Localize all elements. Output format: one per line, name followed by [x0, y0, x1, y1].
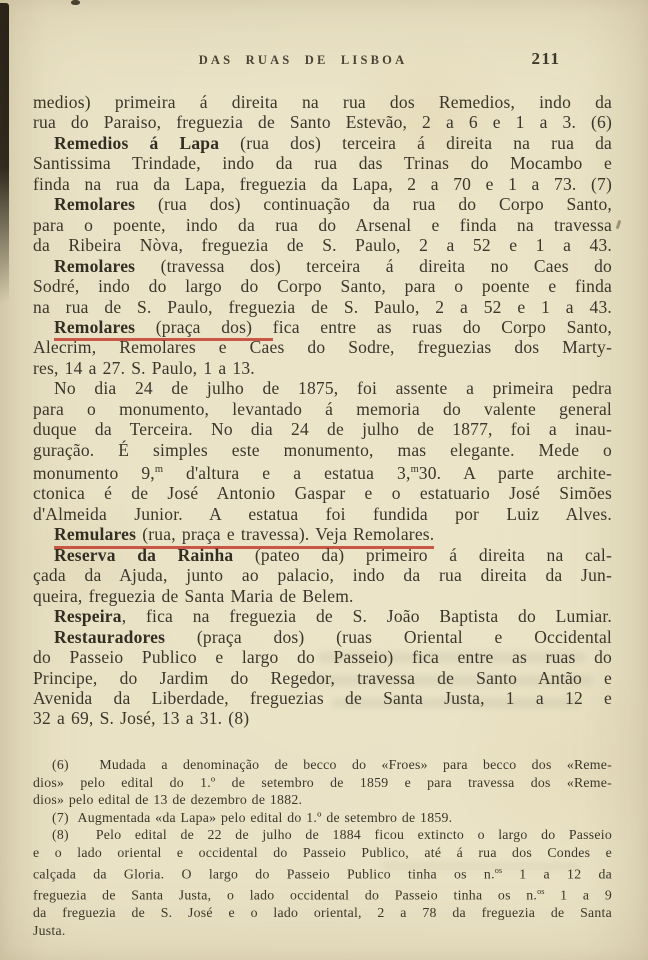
text-line — [33, 256, 612, 276]
text-line — [33, 215, 612, 235]
text-line — [33, 688, 612, 708]
text-segment: (rua dos) continuação da rua do Corpo Santo, — [135, 194, 612, 215]
text-segment: res, 14 a 27. S. Paulo, 1 a 13. — [33, 357, 255, 378]
text-line — [33, 358, 612, 378]
text-segment: (6) Mudada a denominação de becco do «Froes» para becco dos «Reme- — [52, 757, 612, 772]
text-line — [33, 276, 612, 296]
text-line — [33, 606, 612, 626]
text-segment: medios) primeira á direita na rua dos Remedios, indo da — [33, 92, 612, 112]
text-line — [33, 668, 612, 688]
text-segment: Santissima Trindade, indo da rua das Trinas do Mocambo e — [33, 153, 612, 174]
paragraph-respeira — [33, 606, 612, 626]
text-segment: da freguezia de S. José e o lado oriental, 2 a 78 da freguezia de Santa — [33, 904, 612, 920]
text-segment: os — [494, 865, 503, 875]
text-line — [33, 317, 612, 337]
text-segment: (rua dos) terceira á direita na rua da — [219, 132, 613, 153]
text-segment: Sodré, indo do largo do Corpo Santo, para o poente e finda — [33, 276, 612, 297]
text-segment: finda na rua da Lapa, freguezia da Lapa, 2 a 70 e 1 a 73. (7) — [33, 173, 612, 194]
text-line — [33, 826, 612, 844]
text-line — [33, 399, 612, 419]
text-line — [33, 337, 612, 357]
text-segment: da Ribeira Nòva, freguezia de S. Paulo, 2 a 52 e 1 a 43. — [33, 235, 612, 256]
entry-name: Respeira — [54, 606, 122, 627]
body-text — [33, 92, 612, 729]
text-segment: fica entre as ruas do Corpo Santo, — [272, 316, 612, 337]
text-segment: Alecrim, Remolares e Caes do Sodre, freguezias dos Marty- — [33, 337, 612, 358]
text-segment: 1 a 9 — [544, 887, 612, 903]
paragraph-remolares-praca — [33, 317, 612, 378]
text-segment: guração. É simples este monumento, mas elegante. Mede o — [33, 439, 612, 460]
text-line — [33, 92, 612, 112]
text-segment: m — [410, 464, 419, 476]
text-segment: No dia 24 de julho de 1875, foi assente a primeira pedra — [54, 378, 612, 399]
text-line — [33, 708, 612, 728]
text-segment: dios» pelo edital do 1.º de setembro de 1859 e para travessa dos «Reme- — [33, 774, 612, 790]
text-line — [33, 904, 612, 922]
text-segment: 30. A parte archite- — [418, 462, 612, 483]
text-segment: na rua de S. Paulo, freguezia de S. Paulo, 2 a 52 e 1 a 43. — [33, 296, 612, 317]
entry-name: Remolares — [54, 194, 136, 215]
text-segment: m — [154, 464, 164, 476]
text-segment: (praça dos) (ruas Oriental e Occidental — [165, 626, 612, 647]
text-line — [33, 883, 612, 904]
text-segment: (travessa dos) terceira á direita no Caes do — [135, 255, 612, 276]
text-line — [33, 756, 612, 774]
entry-name: Remedios á Lapa — [54, 132, 220, 153]
text-line — [33, 153, 612, 173]
text-line — [33, 922, 612, 940]
text-line — [33, 378, 612, 398]
text-segment: d'altura e a estatua 3, — [163, 462, 411, 483]
text-line — [33, 809, 612, 827]
text-line — [33, 504, 612, 524]
paragraph-remulares-cross-ref — [33, 524, 612, 544]
text-line — [33, 235, 612, 255]
text-segment: 32 a 69, S. José, 13 a 31. (8) — [33, 708, 250, 729]
paragraph-remedios-continuation — [33, 92, 612, 133]
text-line — [33, 647, 612, 667]
text-segment: calçada da Gloria. O largo do Passeio Publico tinha os n. — [33, 866, 495, 882]
running-title: DAS RUAS DE LISBOA — [198, 53, 408, 67]
text-segment: (pateo da) primeiro á direita na cal- — [233, 544, 612, 565]
paragraph-remolares-travessa — [33, 256, 612, 317]
text-line — [33, 844, 612, 862]
text-line — [33, 545, 612, 565]
entry-name: Restauradores — [54, 626, 166, 647]
text-segment: e o lado oriental e occidental do Passeio Publico, até á rua dos Condes e — [33, 844, 612, 860]
text-segment: çada da Ajuda, junto ao palacio, indo da rua direita da Jun- — [33, 565, 612, 586]
paragraph-footnote-6 — [33, 756, 612, 809]
pen-mark-artifact — [616, 220, 621, 229]
text-segment: Principe, do Jardim do Regedor, travessa de Santo Antão e — [33, 667, 612, 688]
paragraph-footnote-8 — [33, 826, 612, 939]
text-segment: Justa. — [33, 922, 66, 938]
text-segment: dios» pelo edital de 13 de dezembro de 1882. — [33, 792, 303, 808]
text-line — [33, 483, 612, 503]
text-segment: (7) Augmentada «da Lapa» pelo edital do 1.º de setembro de 1859. — [52, 809, 453, 825]
text-segment: d'Almeida Junior. A estatua foi fundida por Luiz Alves. — [33, 503, 612, 524]
red-underline-annotation: Remulares — [54, 524, 136, 549]
scan-speck-artifact — [71, 0, 80, 5]
text-line — [33, 565, 612, 585]
text-segment: para o poente, indo da rua do Arsenal e finda na travessa — [33, 214, 612, 235]
text-segment: (8) Pelo edital de 22 de julho de 1884 ficou extincto o largo do Passeio — [52, 827, 612, 843]
text-segment: 1 a 12 da — [502, 866, 612, 882]
text-line — [33, 586, 612, 606]
text-line — [33, 297, 612, 317]
text-line — [33, 524, 612, 544]
text-line — [33, 774, 612, 792]
text-line — [33, 791, 612, 809]
paragraph-remedios-a-lapa — [33, 133, 612, 194]
text-line — [33, 862, 612, 883]
text-segment: queira, freguezia de Santa Maria de Belem. — [33, 585, 354, 606]
footnotes — [33, 756, 612, 939]
text-segment: Avenida da Liberdade, freguezias de Santa Justa, 1 a 12 e — [33, 687, 612, 708]
page-number: 211 — [531, 49, 561, 68]
text-line — [33, 460, 612, 483]
red-underline-annotation: (praça dos) — [135, 317, 273, 342]
text-line — [33, 194, 612, 214]
text-line — [33, 627, 612, 647]
text-line — [33, 419, 612, 439]
text-segment: rua do Paraiso, freguezia de Santo Estevão, 2 a 6 e 1 a 3. (6) — [33, 112, 612, 133]
red-underline-annotation: Remolares — [54, 317, 135, 342]
entry-name: Remolares — [54, 255, 136, 276]
text-line — [33, 440, 612, 460]
paragraph-footnote-7 — [33, 809, 612, 827]
text-line — [33, 133, 612, 153]
text-segment: para o monumento, levantado á memoria do valente general — [33, 398, 612, 419]
text-line — [33, 112, 612, 132]
paragraph-restauradores — [33, 627, 612, 729]
text-segment: monumento 9, — [33, 462, 155, 483]
text-segment: do Passeio Publico e largo do Passeio) fica entre as ruas do — [33, 647, 612, 668]
text-segment: , fica na freguezia de S. João Baptista do Lumiar. — [121, 606, 612, 627]
paragraph-monumento-duque-terceira — [33, 378, 612, 524]
paragraph-reserva-da-rainha — [33, 545, 612, 606]
text-segment: os — [537, 886, 545, 896]
red-underline-annotation: (rua, praça e travessa). Veja Remolares. — [136, 524, 434, 549]
text-line — [33, 174, 612, 194]
scan-edge-artifact — [0, 3, 9, 303]
text-segment: duque da Terceira. No dia 24 de julho de 1877, foi a inau- — [33, 419, 612, 440]
entry-name: Reserva da Rainha — [54, 544, 234, 565]
text-segment: freguezia de Santa Justa, o lado occidental do Passeio tinha os n. — [33, 887, 538, 903]
paragraph-remolares-rua — [33, 194, 612, 255]
text-segment: ctonica é de José Antonio Gaspar e o estatuario José Simões — [33, 483, 612, 504]
